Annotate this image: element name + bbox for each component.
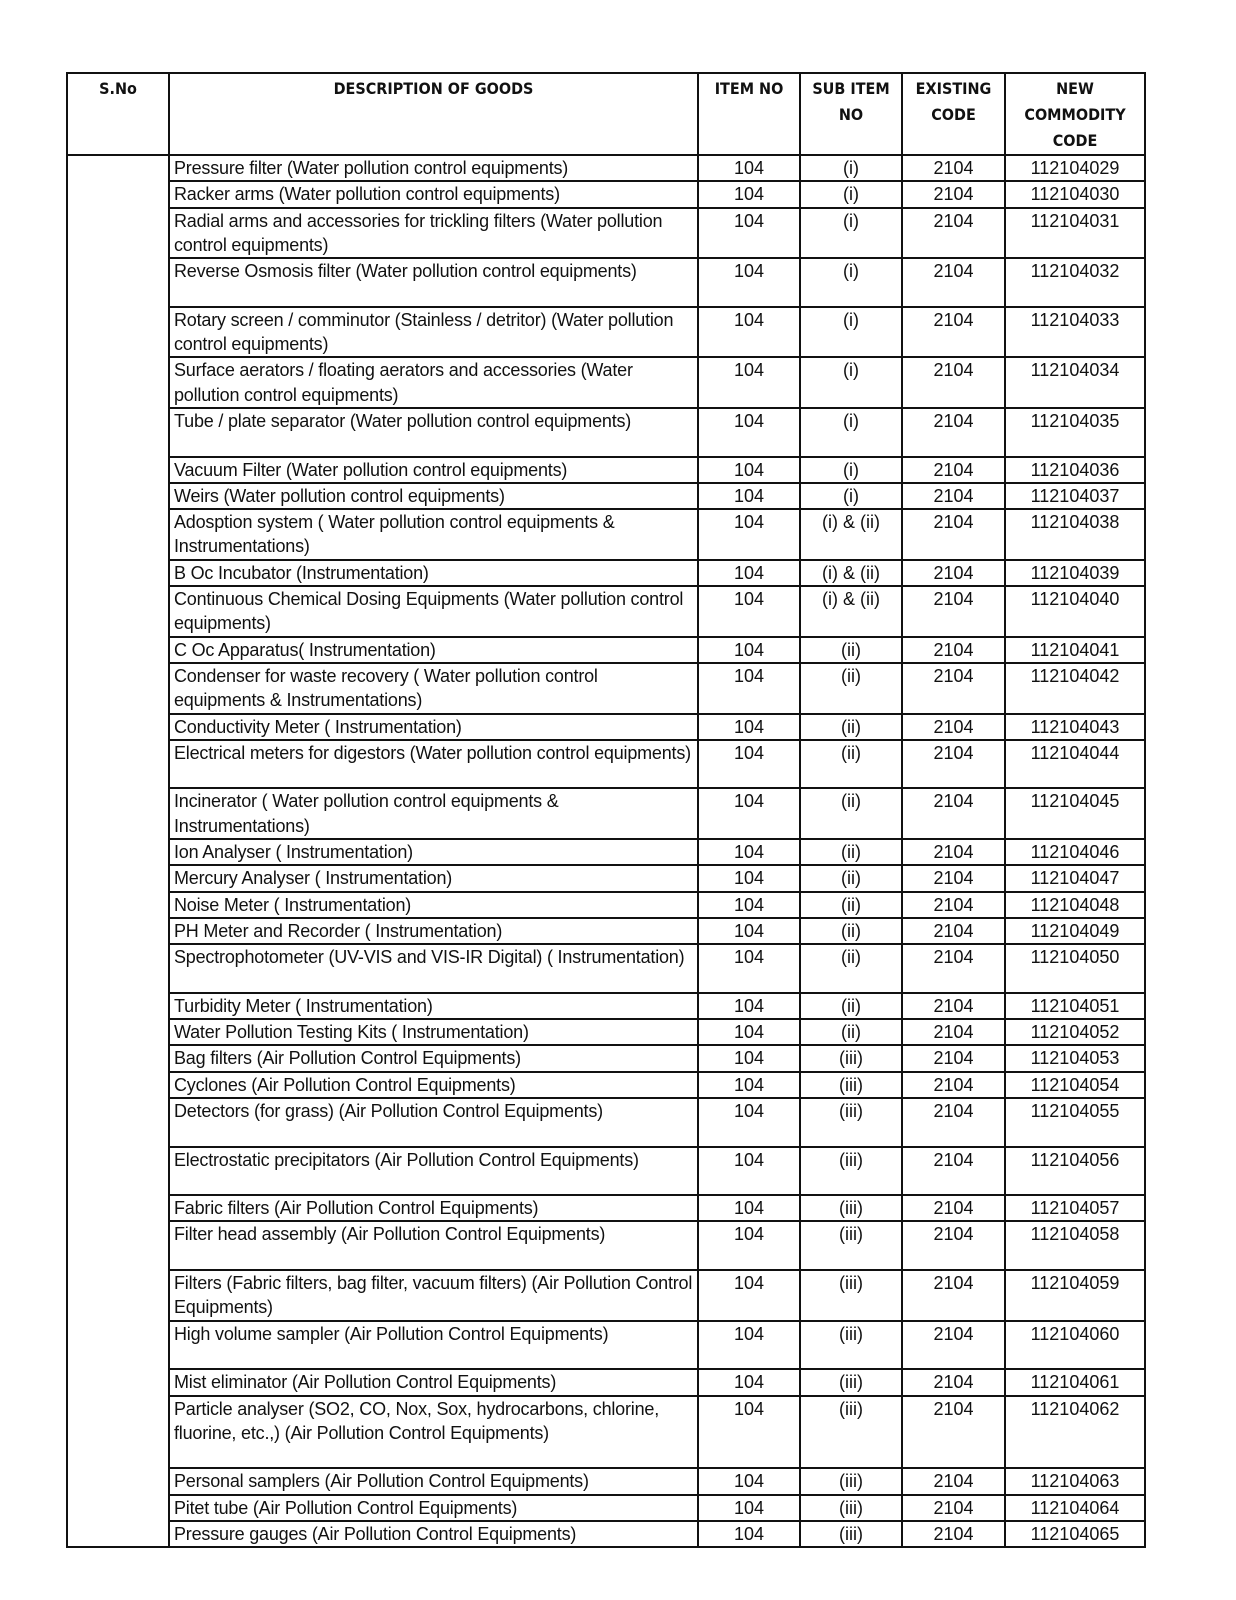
existing-code-cell: 2104 <box>902 865 1005 891</box>
existing-code-cell: 2104 <box>902 208 1005 259</box>
description-cell: Filter head assembly (Air Pollution Control Equipments) <box>169 1221 698 1270</box>
sub-item-no-cell: (iii) <box>800 1521 902 1547</box>
existing-code-cell: 2104 <box>902 918 1005 944</box>
sno-cell <box>67 357 169 408</box>
sub-item-no-cell: (iii) <box>800 1468 902 1494</box>
description-cell: Condenser for waste recovery ( Water pollution control equipments & Instrumentations) <box>169 663 698 714</box>
sno-cell <box>67 208 169 259</box>
sub-item-no-cell: (iii) <box>800 1321 902 1370</box>
header-existing-code: EXISTING CODE <box>902 73 1005 155</box>
sub-item-no-cell: (iii) <box>800 1072 902 1098</box>
description-cell: Filters (Fabric filters, bag filter, vacuum filters) (Air Pollution Control Equipments) <box>169 1270 698 1321</box>
item-no-cell: 104 <box>698 1270 800 1321</box>
new-commodity-code-cell: 112104063 <box>1005 1468 1145 1494</box>
existing-code-cell: 2104 <box>902 788 1005 839</box>
item-no-cell: 104 <box>698 307 800 358</box>
table-row <box>67 1045 1145 1071</box>
new-commodity-code-cell: 112104029 <box>1005 155 1145 181</box>
sub-item-no-cell: (i) & (ii) <box>800 509 902 560</box>
sno-cell <box>67 1369 169 1395</box>
sub-item-no-cell: (iii) <box>800 1147 902 1196</box>
existing-code-cell: 2104 <box>902 560 1005 586</box>
sub-item-no-cell: (i) & (ii) <box>800 586 902 637</box>
table-row <box>67 1072 1145 1098</box>
item-no-cell: 104 <box>698 1098 800 1147</box>
item-no-cell: 104 <box>698 1147 800 1196</box>
existing-code-cell: 2104 <box>902 1045 1005 1071</box>
commodity-code-table <box>66 72 1146 1548</box>
sno-cell <box>67 1045 169 1071</box>
sno-cell <box>67 1396 169 1469</box>
existing-code-cell: 2104 <box>902 944 1005 993</box>
item-no-cell: 104 <box>698 918 800 944</box>
new-commodity-code-cell: 112104030 <box>1005 181 1145 207</box>
table-row <box>67 483 1145 509</box>
new-commodity-code-cell: 112104031 <box>1005 208 1145 259</box>
description-cell: Mist eliminator (Air Pollution Control Equipments) <box>169 1369 698 1395</box>
item-no-cell: 104 <box>698 944 800 993</box>
header-sub-item-no: SUB ITEM NO <box>800 73 902 155</box>
description-cell: Electrostatic precipitators (Air Pollution Control Equipments) <box>169 1147 698 1196</box>
item-no-cell: 104 <box>698 1369 800 1395</box>
table-row <box>67 357 1145 408</box>
existing-code-cell: 2104 <box>902 892 1005 918</box>
header-description: DESCRIPTION OF GOODS <box>169 73 698 155</box>
header-item-no: ITEM NO <box>698 73 800 155</box>
sub-item-no-cell: (iii) <box>800 1195 902 1221</box>
new-commodity-code-cell: 112104039 <box>1005 560 1145 586</box>
description-cell: Pressure gauges (Air Pollution Control Equipments) <box>169 1521 698 1547</box>
existing-code-cell: 2104 <box>902 483 1005 509</box>
table-row <box>67 944 1145 993</box>
item-no-cell: 104 <box>698 865 800 891</box>
item-no-cell: 104 <box>698 1396 800 1469</box>
new-commodity-code-cell: 112104041 <box>1005 637 1145 663</box>
sub-item-no-cell: (ii) <box>800 993 902 1019</box>
sub-item-no-cell: (i) <box>800 208 902 259</box>
sno-cell <box>67 307 169 358</box>
item-no-cell: 104 <box>698 258 800 307</box>
table-row <box>67 1147 1145 1196</box>
description-cell: Vacuum Filter (Water pollution control equipments) <box>169 457 698 483</box>
new-commodity-code-cell: 112104053 <box>1005 1045 1145 1071</box>
new-commodity-code-cell: 112104056 <box>1005 1147 1145 1196</box>
table-row <box>67 839 1145 865</box>
sno-cell <box>67 408 169 457</box>
new-commodity-code-cell: 112104037 <box>1005 483 1145 509</box>
description-cell: Turbidity Meter ( Instrumentation) <box>169 993 698 1019</box>
sub-item-no-cell: (i) <box>800 307 902 358</box>
sub-item-no-cell: (i) <box>800 258 902 307</box>
existing-code-cell: 2104 <box>902 155 1005 181</box>
sno-cell <box>67 586 169 637</box>
sno-cell <box>67 839 169 865</box>
description-cell: Pressure filter (Water pollution control equipments) <box>169 155 698 181</box>
sub-item-no-cell: (ii) <box>800 1019 902 1045</box>
sno-cell <box>67 714 169 740</box>
sno-cell <box>67 457 169 483</box>
sno-cell <box>67 155 169 181</box>
sub-item-no-cell: (i) <box>800 181 902 207</box>
description-cell: Personal samplers (Air Pollution Control Equipments) <box>169 1468 698 1494</box>
existing-code-cell: 2104 <box>902 1321 1005 1370</box>
new-commodity-code-cell: 112104061 <box>1005 1369 1145 1395</box>
description-cell: Cyclones (Air Pollution Control Equipments) <box>169 1072 698 1098</box>
item-no-cell: 104 <box>698 1045 800 1071</box>
description-cell: Mercury Analyser ( Instrumentation) <box>169 865 698 891</box>
sub-item-no-cell: (i) <box>800 457 902 483</box>
description-cell: Weirs (Water pollution control equipments) <box>169 483 698 509</box>
sub-item-no-cell: (ii) <box>800 918 902 944</box>
sub-item-no-cell: (iii) <box>800 1495 902 1521</box>
existing-code-cell: 2104 <box>902 839 1005 865</box>
table-row <box>67 307 1145 358</box>
sub-item-no-cell: (i) <box>800 408 902 457</box>
existing-code-cell: 2104 <box>902 1270 1005 1321</box>
sub-item-no-cell: (iii) <box>800 1270 902 1321</box>
header-row <box>67 73 1145 155</box>
sno-cell <box>67 483 169 509</box>
existing-code-cell: 2104 <box>902 1147 1005 1196</box>
table-row <box>67 208 1145 259</box>
table-row <box>67 1270 1145 1321</box>
new-commodity-code-cell: 112104059 <box>1005 1270 1145 1321</box>
sub-item-no-cell: (ii) <box>800 865 902 891</box>
item-no-cell: 104 <box>698 993 800 1019</box>
existing-code-cell: 2104 <box>902 1098 1005 1147</box>
table-row <box>67 181 1145 207</box>
existing-code-cell: 2104 <box>902 714 1005 740</box>
existing-code-cell: 2104 <box>902 993 1005 1019</box>
sno-cell <box>67 1072 169 1098</box>
table-row <box>67 993 1145 1019</box>
description-cell: Electrical meters for digestors (Water pollution control equipments) <box>169 740 698 789</box>
existing-code-cell: 2104 <box>902 1221 1005 1270</box>
table-row <box>67 1098 1145 1147</box>
new-commodity-code-cell: 112104062 <box>1005 1396 1145 1469</box>
new-commodity-code-cell: 112104050 <box>1005 944 1145 993</box>
item-no-cell: 104 <box>698 892 800 918</box>
description-cell: Reverse Osmosis filter (Water pollution control equipments) <box>169 258 698 307</box>
sno-cell <box>67 1468 169 1494</box>
sub-item-no-cell: (ii) <box>800 892 902 918</box>
sub-item-no-cell: (ii) <box>800 637 902 663</box>
new-commodity-code-cell: 112104040 <box>1005 586 1145 637</box>
existing-code-cell: 2104 <box>902 1369 1005 1395</box>
existing-code-cell: 2104 <box>902 181 1005 207</box>
new-commodity-code-cell: 112104045 <box>1005 788 1145 839</box>
description-cell: Conductivity Meter ( Instrumentation) <box>169 714 698 740</box>
item-no-cell: 104 <box>698 788 800 839</box>
sub-item-no-cell: (iii) <box>800 1369 902 1395</box>
description-cell: C Oc Apparatus( Instrumentation) <box>169 637 698 663</box>
new-commodity-code-cell: 112104046 <box>1005 839 1145 865</box>
item-no-cell: 104 <box>698 663 800 714</box>
new-commodity-code-cell: 112104038 <box>1005 509 1145 560</box>
sno-cell <box>67 560 169 586</box>
existing-code-cell: 2104 <box>902 1468 1005 1494</box>
item-no-cell: 104 <box>698 181 800 207</box>
sno-cell <box>67 637 169 663</box>
sno-cell <box>67 1195 169 1221</box>
item-no-cell: 104 <box>698 1495 800 1521</box>
description-cell: Bag filters (Air Pollution Control Equipments) <box>169 1045 698 1071</box>
item-no-cell: 104 <box>698 357 800 408</box>
new-commodity-code-cell: 112104051 <box>1005 993 1145 1019</box>
new-commodity-code-cell: 112104048 <box>1005 892 1145 918</box>
sub-item-no-cell: (iii) <box>800 1045 902 1071</box>
table-row <box>67 918 1145 944</box>
description-cell: Racker arms (Water pollution control equipments) <box>169 181 698 207</box>
new-commodity-code-cell: 112104052 <box>1005 1019 1145 1045</box>
new-commodity-code-cell: 112104044 <box>1005 740 1145 789</box>
table-row <box>67 408 1145 457</box>
item-no-cell: 104 <box>698 1072 800 1098</box>
table-row <box>67 1221 1145 1270</box>
sno-cell <box>67 865 169 891</box>
sno-cell <box>67 788 169 839</box>
sno-cell <box>67 1521 169 1547</box>
existing-code-cell: 2104 <box>902 1195 1005 1221</box>
description-cell: Surface aerators / floating aerators and accessories (Water pollution control equipments) <box>169 357 698 408</box>
sub-item-no-cell: (ii) <box>800 714 902 740</box>
sno-cell <box>67 1321 169 1370</box>
item-no-cell: 104 <box>698 208 800 259</box>
existing-code-cell: 2104 <box>902 1396 1005 1469</box>
sno-cell <box>67 892 169 918</box>
header-new-commodity-code: NEW COMMODITY CODE <box>1005 73 1145 155</box>
new-commodity-code-cell: 112104033 <box>1005 307 1145 358</box>
item-no-cell: 104 <box>698 1195 800 1221</box>
table-row <box>67 155 1145 181</box>
new-commodity-code-cell: 112104036 <box>1005 457 1145 483</box>
sno-cell <box>67 993 169 1019</box>
new-commodity-code-cell: 112104054 <box>1005 1072 1145 1098</box>
description-cell: Incinerator ( Water pollution control equipments & Instrumentations) <box>169 788 698 839</box>
table-row <box>67 1396 1145 1469</box>
existing-code-cell: 2104 <box>902 1072 1005 1098</box>
sno-cell <box>67 181 169 207</box>
existing-code-cell: 2104 <box>902 663 1005 714</box>
table-row <box>67 714 1145 740</box>
sub-item-no-cell: (iii) <box>800 1396 902 1469</box>
sno-cell <box>67 663 169 714</box>
description-cell: Adosption system ( Water pollution control equipments & Instrumentations) <box>169 509 698 560</box>
item-no-cell: 104 <box>698 714 800 740</box>
item-no-cell: 104 <box>698 740 800 789</box>
existing-code-cell: 2104 <box>902 457 1005 483</box>
sub-item-no-cell: (iii) <box>800 1098 902 1147</box>
sub-item-no-cell: (i) & (ii) <box>800 560 902 586</box>
existing-code-cell: 2104 <box>902 357 1005 408</box>
description-cell: Continuous Chemical Dosing Equipments (Water pollution control equipments) <box>169 586 698 637</box>
sno-cell <box>67 944 169 993</box>
description-cell: Water Pollution Testing Kits ( Instrumentation) <box>169 1019 698 1045</box>
sub-item-no-cell: (ii) <box>800 788 902 839</box>
description-cell: B Oc Incubator (Instrumentation) <box>169 560 698 586</box>
header-sno: S.No <box>67 73 169 155</box>
description-cell: Pitet tube (Air Pollution Control Equipments) <box>169 1495 698 1521</box>
sub-item-no-cell: (i) <box>800 155 902 181</box>
item-no-cell: 104 <box>698 1521 800 1547</box>
table-row <box>67 1468 1145 1494</box>
new-commodity-code-cell: 112104047 <box>1005 865 1145 891</box>
sub-item-no-cell: (iii) <box>800 1221 902 1270</box>
new-commodity-code-cell: 112104042 <box>1005 663 1145 714</box>
new-commodity-code-cell: 112104055 <box>1005 1098 1145 1147</box>
new-commodity-code-cell: 112104064 <box>1005 1495 1145 1521</box>
sno-cell <box>67 918 169 944</box>
existing-code-cell: 2104 <box>902 637 1005 663</box>
existing-code-cell: 2104 <box>902 509 1005 560</box>
item-no-cell: 104 <box>698 1019 800 1045</box>
table-row <box>67 865 1145 891</box>
existing-code-cell: 2104 <box>902 586 1005 637</box>
sno-cell <box>67 1495 169 1521</box>
sno-cell <box>67 1221 169 1270</box>
description-cell: Radial arms and accessories for trickling filters (Water pollution control equipments) <box>169 208 698 259</box>
description-cell: Detectors (for grass) (Air Pollution Control Equipments) <box>169 1098 698 1147</box>
sno-cell <box>67 509 169 560</box>
new-commodity-code-cell: 112104032 <box>1005 258 1145 307</box>
sub-item-no-cell: (i) <box>800 357 902 408</box>
sno-cell <box>67 1098 169 1147</box>
description-cell: Tube / plate separator (Water pollution control equipments) <box>169 408 698 457</box>
sub-item-no-cell: (ii) <box>800 839 902 865</box>
table-row <box>67 1019 1145 1045</box>
item-no-cell: 104 <box>698 1221 800 1270</box>
table-row <box>67 637 1145 663</box>
table-row <box>67 457 1145 483</box>
table-row <box>67 663 1145 714</box>
description-cell: Particle analyser (SO2, CO, Nox, Sox, hydrocarbons, chlorine, fluorine, etc.,) (Air Pollution Control Equipments) <box>169 1396 698 1469</box>
sub-item-no-cell: (i) <box>800 483 902 509</box>
existing-code-cell: 2104 <box>902 1521 1005 1547</box>
existing-code-cell: 2104 <box>902 1019 1005 1045</box>
table-row <box>67 258 1145 307</box>
new-commodity-code-cell: 112104049 <box>1005 918 1145 944</box>
table-row <box>67 892 1145 918</box>
sno-cell <box>67 740 169 789</box>
sub-item-no-cell: (ii) <box>800 944 902 993</box>
new-commodity-code-cell: 112104060 <box>1005 1321 1145 1370</box>
existing-code-cell: 2104 <box>902 408 1005 457</box>
new-commodity-code-cell: 112104043 <box>1005 714 1145 740</box>
description-cell: PH Meter and Recorder ( Instrumentation) <box>169 918 698 944</box>
new-commodity-code-cell: 112104065 <box>1005 1521 1145 1547</box>
item-no-cell: 104 <box>698 457 800 483</box>
table-row <box>67 586 1145 637</box>
table-row <box>67 1495 1145 1521</box>
existing-code-cell: 2104 <box>902 307 1005 358</box>
table-row <box>67 788 1145 839</box>
sub-item-no-cell: (ii) <box>800 663 902 714</box>
existing-code-cell: 2104 <box>902 258 1005 307</box>
description-cell: Rotary screen / comminutor (Stainless / detritor) (Water pollution control equipments) <box>169 307 698 358</box>
item-no-cell: 104 <box>698 1321 800 1370</box>
sno-cell <box>67 1147 169 1196</box>
sno-cell <box>67 258 169 307</box>
item-no-cell: 104 <box>698 560 800 586</box>
item-no-cell: 104 <box>698 1468 800 1494</box>
sub-item-no-cell: (ii) <box>800 740 902 789</box>
table-row <box>67 509 1145 560</box>
table-row <box>67 1195 1145 1221</box>
table-row <box>67 560 1145 586</box>
table-row <box>67 1521 1145 1547</box>
item-no-cell: 104 <box>698 408 800 457</box>
new-commodity-code-cell: 112104035 <box>1005 408 1145 457</box>
item-no-cell: 104 <box>698 483 800 509</box>
table-row <box>67 1321 1145 1370</box>
new-commodity-code-cell: 112104058 <box>1005 1221 1145 1270</box>
sno-cell <box>67 1270 169 1321</box>
existing-code-cell: 2104 <box>902 1495 1005 1521</box>
existing-code-cell: 2104 <box>902 740 1005 789</box>
item-no-cell: 104 <box>698 839 800 865</box>
item-no-cell: 104 <box>698 637 800 663</box>
table-row <box>67 740 1145 789</box>
item-no-cell: 104 <box>698 509 800 560</box>
item-no-cell: 104 <box>698 155 800 181</box>
sno-cell <box>67 1019 169 1045</box>
table-row <box>67 1369 1145 1395</box>
new-commodity-code-cell: 112104057 <box>1005 1195 1145 1221</box>
description-cell: Spectrophotometer (UV-VIS and VIS-IR Digital) ( Instrumentation) <box>169 944 698 993</box>
description-cell: Noise Meter ( Instrumentation) <box>169 892 698 918</box>
item-no-cell: 104 <box>698 586 800 637</box>
new-commodity-code-cell: 112104034 <box>1005 357 1145 408</box>
description-cell: Fabric filters (Air Pollution Control Equipments) <box>169 1195 698 1221</box>
description-cell: High volume sampler (Air Pollution Control Equipments) <box>169 1321 698 1370</box>
description-cell: Ion Analyser ( Instrumentation) <box>169 839 698 865</box>
